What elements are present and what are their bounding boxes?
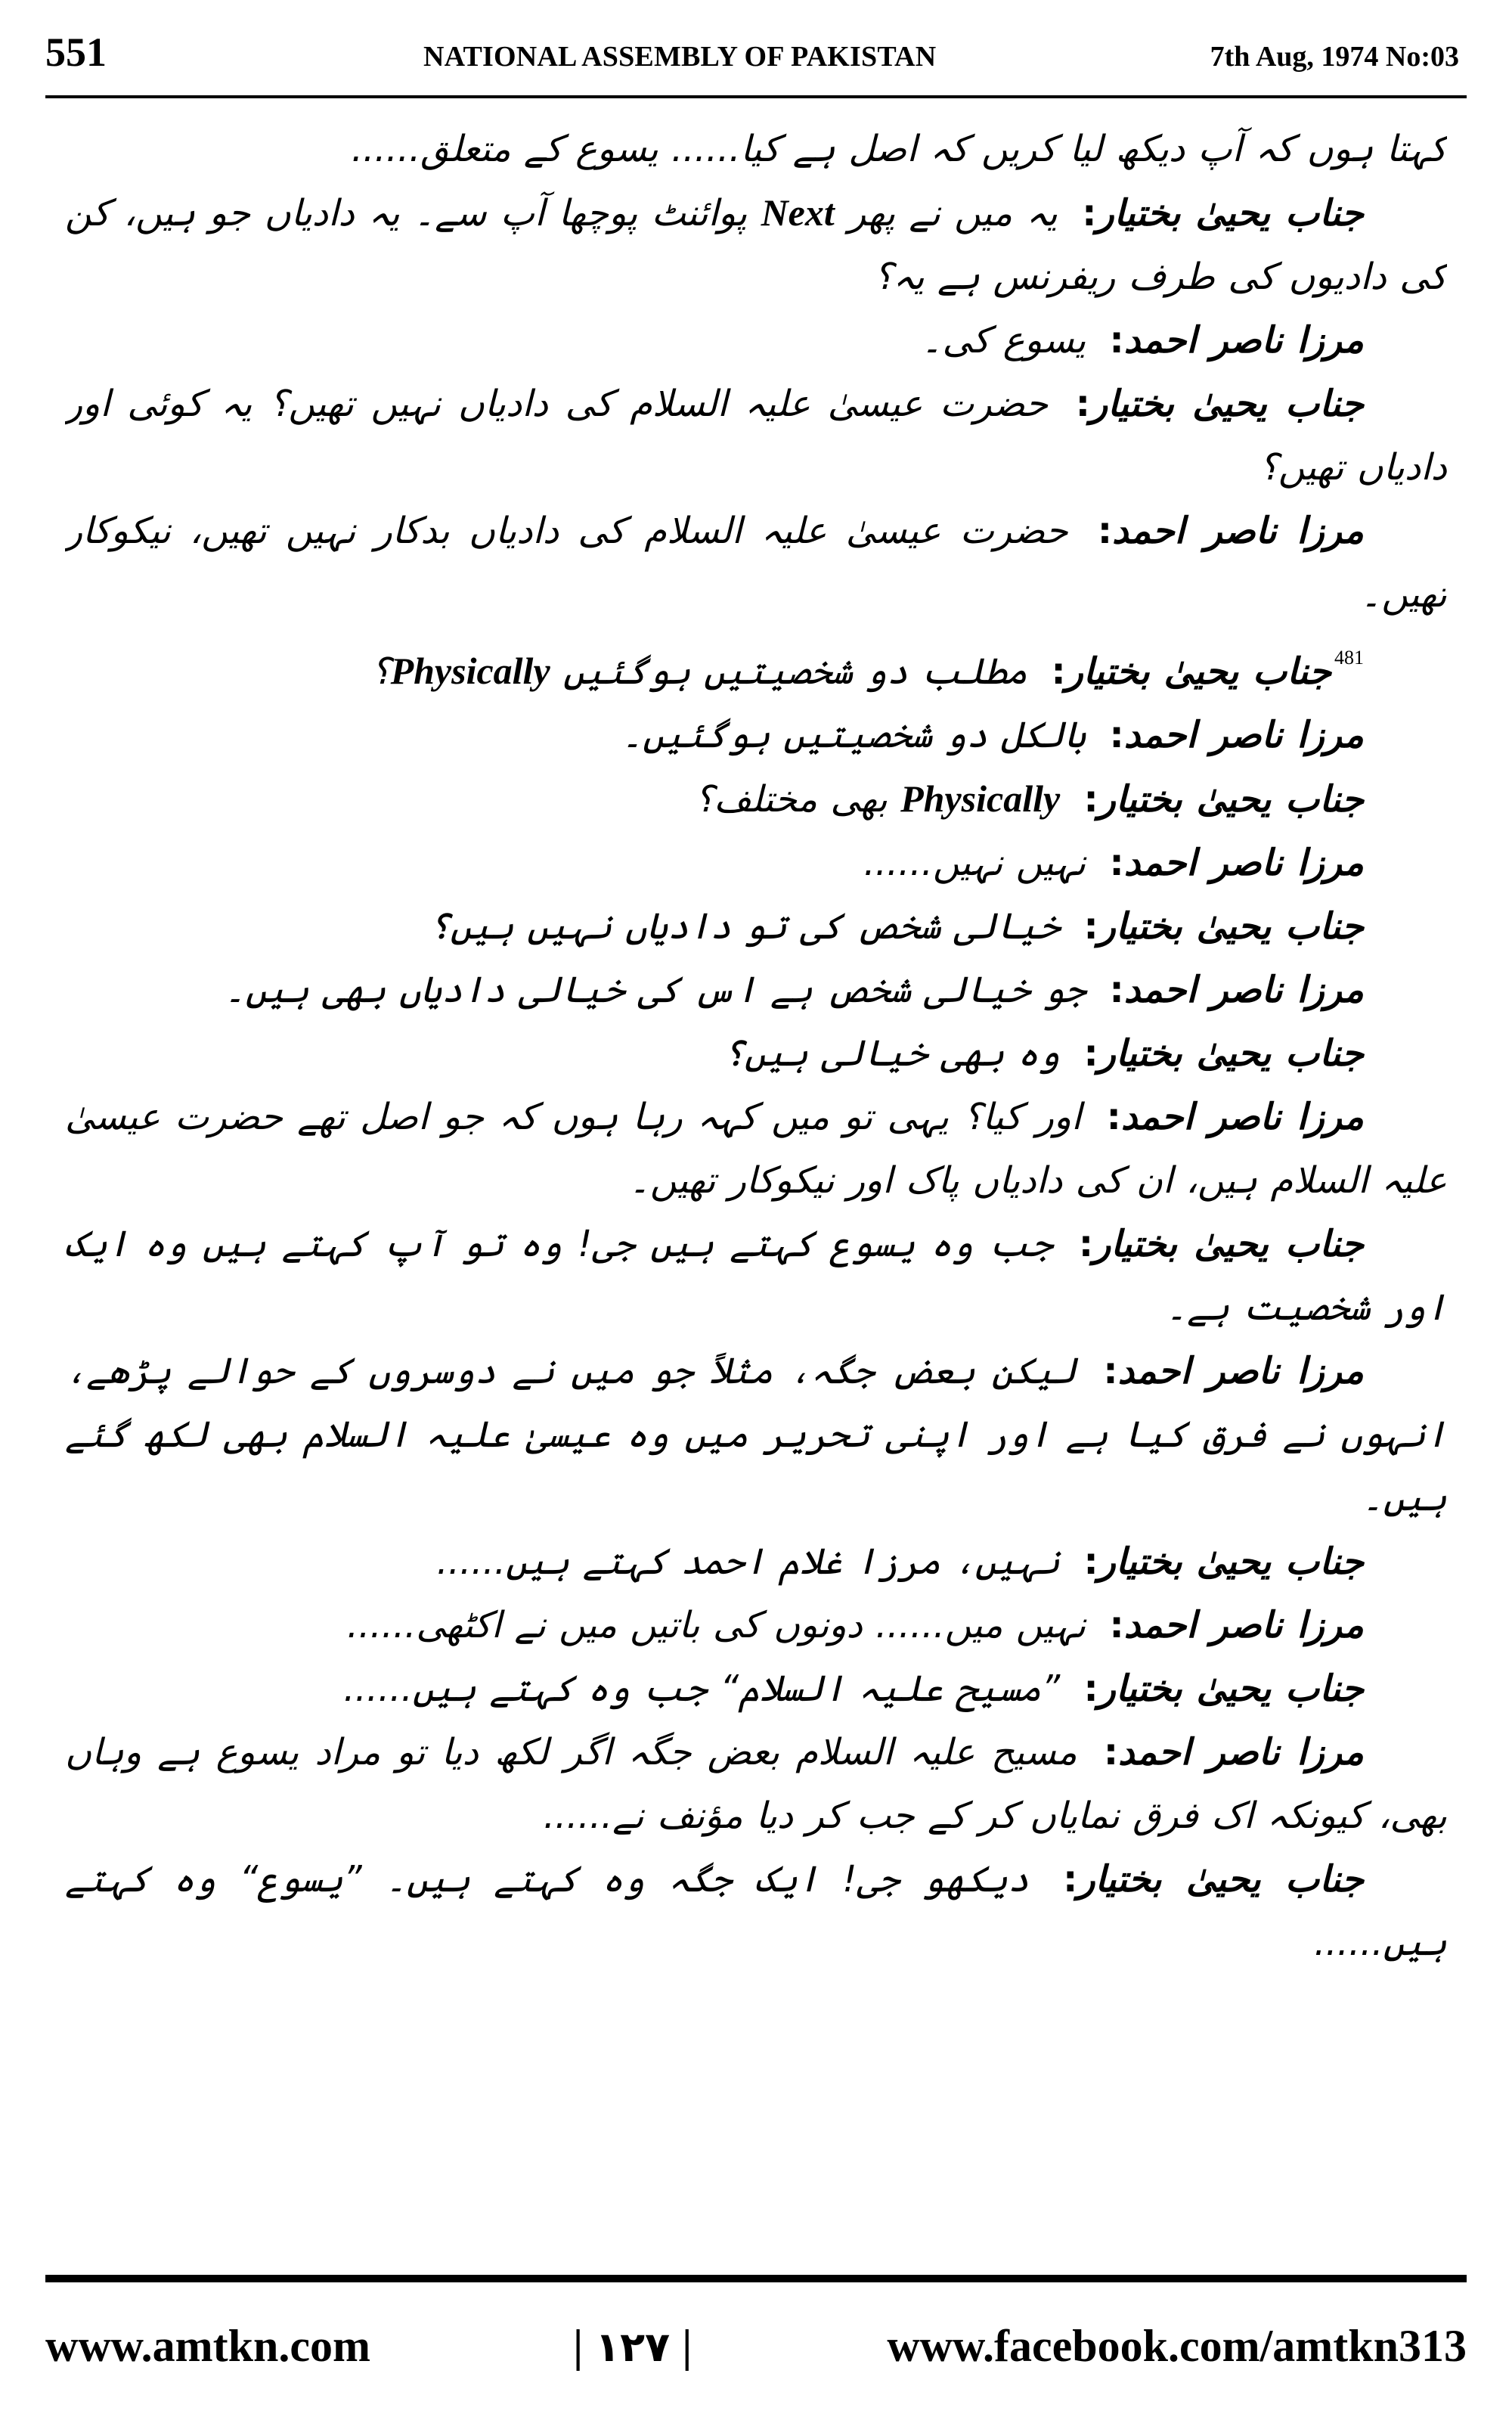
book-page-number: ۱۲۷ <box>595 2323 671 2371</box>
speaker-name: جناب یحییٰ بختیار <box>1098 1668 1364 1710</box>
speaker-colon: : <box>1083 1668 1098 1710</box>
speaker-name: مرزا ناصر احمد <box>1112 510 1364 552</box>
speaker-name: جناب یحییٰ بختیار <box>1098 905 1364 948</box>
paragraph-text: لیکن بعض جگہ، مثلاً جو میں نے دوسروں کے حوالے پڑھے، انہوں نے فرق کیا ہے اور اپنی تحریر میں وہ عیسیٰ علیہ السلام بھی لکھ گئے ہیں۔ <box>65 1350 1447 1519</box>
paragraph-text: پوائنٹ پوچھا آپ سے۔ یہ دادیاں جو ہیں، کن کی دادیوں کی طرف ریفرنس ہے یہ؟ <box>65 192 1447 298</box>
paragraph-text: بھی مختلف؟ <box>694 778 888 821</box>
paragraph-text: خیالی شخص کی تو دادیاں نہیں ہیں؟ <box>429 905 1061 948</box>
transcript-paragraph-15 <box>65 1339 1447 1530</box>
transcript-paragraph-10 <box>65 895 1447 958</box>
paragraph-text: وہ بھی خیالی ہیں؟ <box>723 1032 1061 1075</box>
transcript-paragraph-7 <box>65 703 1447 767</box>
speaker-name: مرزا ناصر احمد <box>1118 1731 1365 1773</box>
transcript-paragraph-18 <box>65 1657 1447 1720</box>
speaker-name: مرزا ناصر احمد <box>1123 1604 1364 1646</box>
speaker-colon: : <box>1106 1096 1121 1138</box>
latin-term: Physically <box>390 650 550 692</box>
speaker-colon: : <box>1063 1858 1078 1900</box>
paragraph-text: حضرت عیسیٰ علیہ السلام کی دادیاں بدکار نہیں تھیں، نیکوکار تھیں۔ <box>65 510 1447 616</box>
speaker-colon: : <box>1109 1604 1124 1646</box>
speaker-name: جناب یحییٰ بختیار <box>1089 383 1364 425</box>
paragraph-text: جو خیالی شخص ہے اس کی خیالی دادیاں بھی ہیں۔ <box>224 969 1086 1011</box>
transcript-paragraph-4 <box>65 372 1447 499</box>
paragraph-text: جب وہ یسوع کہتے ہیں جی! وہ تو آپ کہتے ہیں وہ ایک اور شخصیت ہے۔ <box>65 1223 1447 1329</box>
transcript-paragraph-13 <box>65 1085 1447 1212</box>
speaker-colon: : <box>1109 319 1124 361</box>
speaker-name: مرزا ناصر احمد <box>1117 1350 1365 1392</box>
transcript-paragraph-17 <box>65 1593 1447 1657</box>
page-number: 551 <box>45 29 107 75</box>
speaker-name: مرزا ناصر احمد <box>1123 319 1364 361</box>
website-url: www.amtkn.com <box>45 2321 370 2371</box>
speaker-name: جناب یحییٰ بختیار <box>1098 1032 1364 1075</box>
paragraph-text: ؟ <box>371 650 391 693</box>
speaker-name: مرزا ناصر احمد <box>1123 842 1364 884</box>
paragraph-text: ”مسیح علیہ السلام“ جب وہ کہتے ہیں...... <box>343 1668 1061 1710</box>
transcript-paragraph-3 <box>65 309 1447 372</box>
page-header <box>45 29 1467 97</box>
speaker-name: جناب یحییٰ بختیار <box>1065 650 1331 693</box>
transcript-paragraph-11 <box>65 958 1447 1022</box>
speaker-name: جناب یحییٰ بختیار <box>1093 1223 1364 1265</box>
page-footer <box>45 2291 1467 2382</box>
speaker-name: مرزا ناصر احمد <box>1123 969 1364 1011</box>
transcript-paragraph-14 <box>65 1212 1447 1339</box>
transcript-paragraph-20 <box>65 1848 1447 1975</box>
paragraph-text: حضرت عیسیٰ علیہ السلام کی دادیاں نہیں تھیں؟ یہ کوئی اور دادیاں تھیں؟ <box>65 383 1447 489</box>
paragraph-text: نہیں میں...... دونوں کی باتیں میں نے اکٹھی...... <box>346 1604 1086 1646</box>
speaker-colon: : <box>1078 1223 1094 1265</box>
separator-bar: | <box>573 2321 584 2371</box>
speaker-colon: : <box>1083 905 1098 948</box>
paragraph-text: نہیں، مرزا غلام احمد کہتے ہیں...... <box>436 1540 1061 1583</box>
margin-note-number: 481 <box>1334 647 1364 669</box>
speaker-colon: : <box>1083 1032 1098 1075</box>
facebook-url: www.facebook.com/amtkn313 <box>887 2321 1467 2371</box>
paragraph-text: یہ میں نے پھر <box>848 192 1058 234</box>
speaker-colon: : <box>1103 1731 1119 1773</box>
transcript-body <box>65 117 1447 2250</box>
speaker-colon: : <box>1109 969 1124 1011</box>
speaker-colon: : <box>1097 510 1113 552</box>
header-divider <box>45 95 1467 98</box>
running-title: NATIONAL ASSEMBLY OF PAKISTAN <box>423 41 937 73</box>
speaker-colon: : <box>1075 383 1090 425</box>
paragraph-text: مسیح علیہ السلام بعض جگہ اگر لکھ دیا تو مراد یسوع ہے وہاں بھی، کیونکہ اک فرق نمایاں کر کے جب کر دیا مؤنف نے...... <box>65 1731 1447 1837</box>
speaker-colon: : <box>1103 1350 1118 1392</box>
paragraph-text: کہتا ہوں کہ آپ دیکھ لیا کریں کہ اصل ہے کیا...... یسوع کے متعلق...... <box>351 128 1447 170</box>
speaker-name: جناب یحییٰ بختیار <box>1098 1540 1364 1583</box>
transcript-paragraph-5 <box>65 499 1447 626</box>
speaker-colon: : <box>1051 650 1066 693</box>
speaker-name: جناب یحییٰ بختیار <box>1077 1858 1364 1900</box>
transcript-paragraph-2 <box>65 181 1447 309</box>
paragraph-text: نہیں نہیں...... <box>863 842 1086 884</box>
transcript-paragraph-16 <box>65 1530 1447 1593</box>
speaker-name: مرزا ناصر احمد <box>1120 1096 1364 1138</box>
transcript-paragraph-9 <box>65 831 1447 895</box>
transcript-paragraph-12 <box>65 1022 1447 1085</box>
latin-term: Next <box>761 191 835 234</box>
speaker-colon: : <box>1109 714 1124 756</box>
paragraph-text: یسوع کی۔ <box>921 319 1086 361</box>
paragraph-text: اور کیا؟ یہی تو میں کہہ رہا ہوں کہ جو اصل تھے حضرت عیسیٰ علیہ السلام ہیں، ان کی دادیاں پاک اور نیکوکار تھیں۔ <box>65 1096 1447 1202</box>
transcript-paragraph-6 <box>65 626 1447 703</box>
transcript-paragraph-8 <box>65 767 1447 831</box>
speaker-colon: : <box>1083 1540 1098 1583</box>
separator-bar: | <box>682 2321 692 2371</box>
speaker-name: جناب یحییٰ بختیار <box>1098 778 1364 821</box>
speaker-colon: : <box>1109 842 1124 884</box>
paragraph-text: بالکل دو شخصیتیں ہوگئیں۔ <box>621 714 1086 756</box>
speaker-colon: : <box>1083 778 1098 821</box>
speaker-colon: : <box>1082 192 1097 234</box>
session-date: 7th Aug, 1974 No:03 <box>1210 41 1459 73</box>
paragraph-text: مطلب دو شخصیتیں ہوگئیں <box>562 650 1028 693</box>
book-page-marker <box>573 2323 692 2369</box>
transcript-paragraph-1 <box>65 117 1447 181</box>
footer-divider <box>45 2275 1467 2282</box>
transcript-paragraph-19 <box>65 1720 1447 1848</box>
latin-term: Physically <box>900 777 1061 820</box>
speaker-name: مرزا ناصر احمد <box>1123 714 1364 756</box>
speaker-name: جناب یحییٰ بختیار <box>1096 192 1364 234</box>
paragraph-text: دیکھو جی! ایک جگہ وہ کہتے ہیں۔ ”یسوع“ وہ کہتے ہیں...... <box>65 1858 1447 1964</box>
